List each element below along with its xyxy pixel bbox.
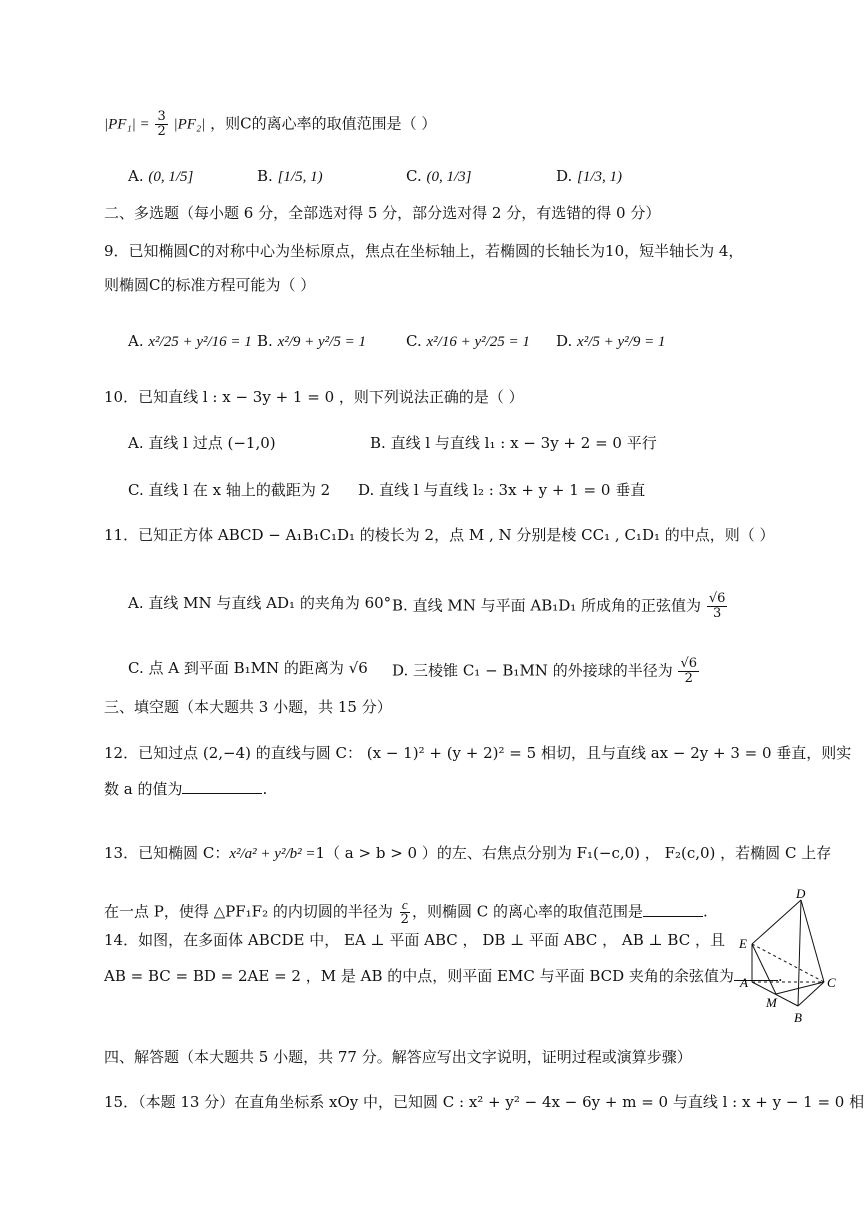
q11-option-a: A. 直线 MN 与直线 AD₁ 的夹角为 60° xyxy=(128,594,392,612)
q9-option-a: A. x²/25 + y²/16 = 1 xyxy=(128,332,252,350)
q13-ellipse-eq: x²/a² + y²/b² = xyxy=(229,846,316,862)
q10-option-c: C. 直线 l 在 x 轴上的截距为 2 xyxy=(128,481,331,499)
q11-stem: 11．已知正方体 ABCD − A₁B₁C₁D₁ 的棱长为 2，点 M , N 分别是棱 CC₁ , C₁D₁ 的中点，则（ ） xyxy=(104,526,775,544)
q11-d-fraction: $\frac{√6}{2}$ xyxy=(680,656,698,686)
q13-line2: 在一点 P，使得 △PF₁F₂ 的内切圆的半径为 $\frac{c}{2}$ ，则椭圆 C 的离心率的取值范围是 . xyxy=(104,897,708,927)
fig-label-a: A xyxy=(740,975,748,990)
q8-fraction xyxy=(155,110,167,139)
q9-option-d: D. x²/5 + y²/9 = 1 xyxy=(556,332,666,350)
q14-line2: AB = BC = BD = 2AE = 2 ，M 是 AB 的中点，则平面 EMC 与平面 BCD 夹角的余弦值为 . xyxy=(104,967,783,985)
q8-stem xyxy=(104,110,436,139)
q10-stem: 10．已知直线 l : x − 3y + 1 = 0 ，则下列说法正确的是（ ） xyxy=(104,388,524,406)
fig-label-c: C xyxy=(827,975,836,990)
q8-stem-lhs: |PF₁| = xyxy=(104,116,150,133)
q12-answer-blank[interactable] xyxy=(182,779,262,794)
q9-line2: 则椭圆C的标准方程可能为（ ） xyxy=(104,276,316,294)
q13-radius-fraction: $\frac{c}{2}$ xyxy=(400,897,409,927)
q11-option-d: D. 三棱锥 C₁ − B₁MN 的外接球的半径为 $\frac{√6}{2}$ xyxy=(392,656,698,686)
q12-line2: 数 a 的值为 . xyxy=(104,780,268,798)
q10-option-a: A. 直线 l 过点 (−1,0) xyxy=(128,434,276,452)
q10-option-d: D. 直线 l 与直线 l₂ : 3x + y + 1 = 0 垂直 xyxy=(358,481,646,499)
q8-option-a: A. (0, 1/5] xyxy=(128,167,194,185)
fig-label-d: D xyxy=(796,886,806,901)
q8-option-c: C. (0, 1/3] xyxy=(406,167,472,185)
section-4-title: 四、解答题（本大题共 5 小题，共 77 分。解答应写出文字说明，证明过程或演算步骤） xyxy=(104,1048,692,1066)
q11-option-c: C. 点 A 到平面 B₁MN 的距离为 √6 xyxy=(128,659,368,677)
q12-line1: 12．已知过点 (2,−4) 的直线与圆 C： (x − 1)² + (y + 2)² = 5 相切，且与直线 ax − 2y + 3 = 0 垂直，则实 xyxy=(104,744,852,762)
q8-frac-den: 2 xyxy=(157,124,166,139)
q14-polyhedron-figure xyxy=(736,886,846,1026)
section-2-title: 二、多选题（每小题 6 分，全部选对得 5 分，部分选对得 2 分，有选错的得 0 分） xyxy=(104,204,661,222)
q11-b-fraction: $\frac{√6}{3}$ xyxy=(708,591,726,621)
q10-option-b: B. 直线 l 与直线 l₁ : x − 3y + 2 = 0 平行 xyxy=(370,434,657,452)
fig-label-m: M xyxy=(766,995,777,1010)
q15-line1: 15．（本题 13 分）在直角坐标系 xOy 中，已知圆 C : x² + y² − 4x − 6y + m = 0 与直线 l : x + y − 1 = 0 相 xyxy=(104,1093,865,1111)
q14-line1: 14．如图，在多面体 ABCDE 中， EA ⊥ 平面 ABC ， DB ⊥ 平面 ABC ， AB ⊥ BC ，且 xyxy=(104,931,725,949)
q8-option-b: B. [1/5, 1) xyxy=(257,167,323,185)
q8-stem-rhs: |PF₂| xyxy=(173,116,206,133)
q8-stem-text: ，则C的离心率的取值范围是（ ） xyxy=(210,114,437,133)
q11-option-b: B. 直线 MN 与平面 AB₁D₁ 所成角的正弦值为 $\frac{√6}{3}$ xyxy=(392,591,726,621)
q9-option-c: C. x²/16 + y²/25 = 1 xyxy=(406,332,530,350)
q9-option-b: B. x²/9 + y²/5 = 1 xyxy=(257,332,366,350)
q13-answer-blank[interactable] xyxy=(643,902,703,917)
q13-line1: 13．已知椭圆 C：x²/a² + y²/b² =1（ a > b > 0 ）的左、右焦点分别为 F₁(−c,0) ， F₂(c,0) ，若椭圆 C 上存 xyxy=(104,844,832,862)
fig-label-e: E xyxy=(739,936,747,951)
section-3-title: 三、填空题（本大题共 3 小题，共 15 分） xyxy=(104,698,392,716)
q9-line1: 9．已知椭圆C的对称中心为坐标原点，焦点在坐标轴上，若椭圆的长轴长为10，短半轴长为 4， xyxy=(104,242,744,260)
q8-option-d: D. [1/3, 1) xyxy=(556,167,623,185)
q8-frac-num: 3 xyxy=(157,109,166,124)
fig-label-b: B xyxy=(794,1010,802,1025)
